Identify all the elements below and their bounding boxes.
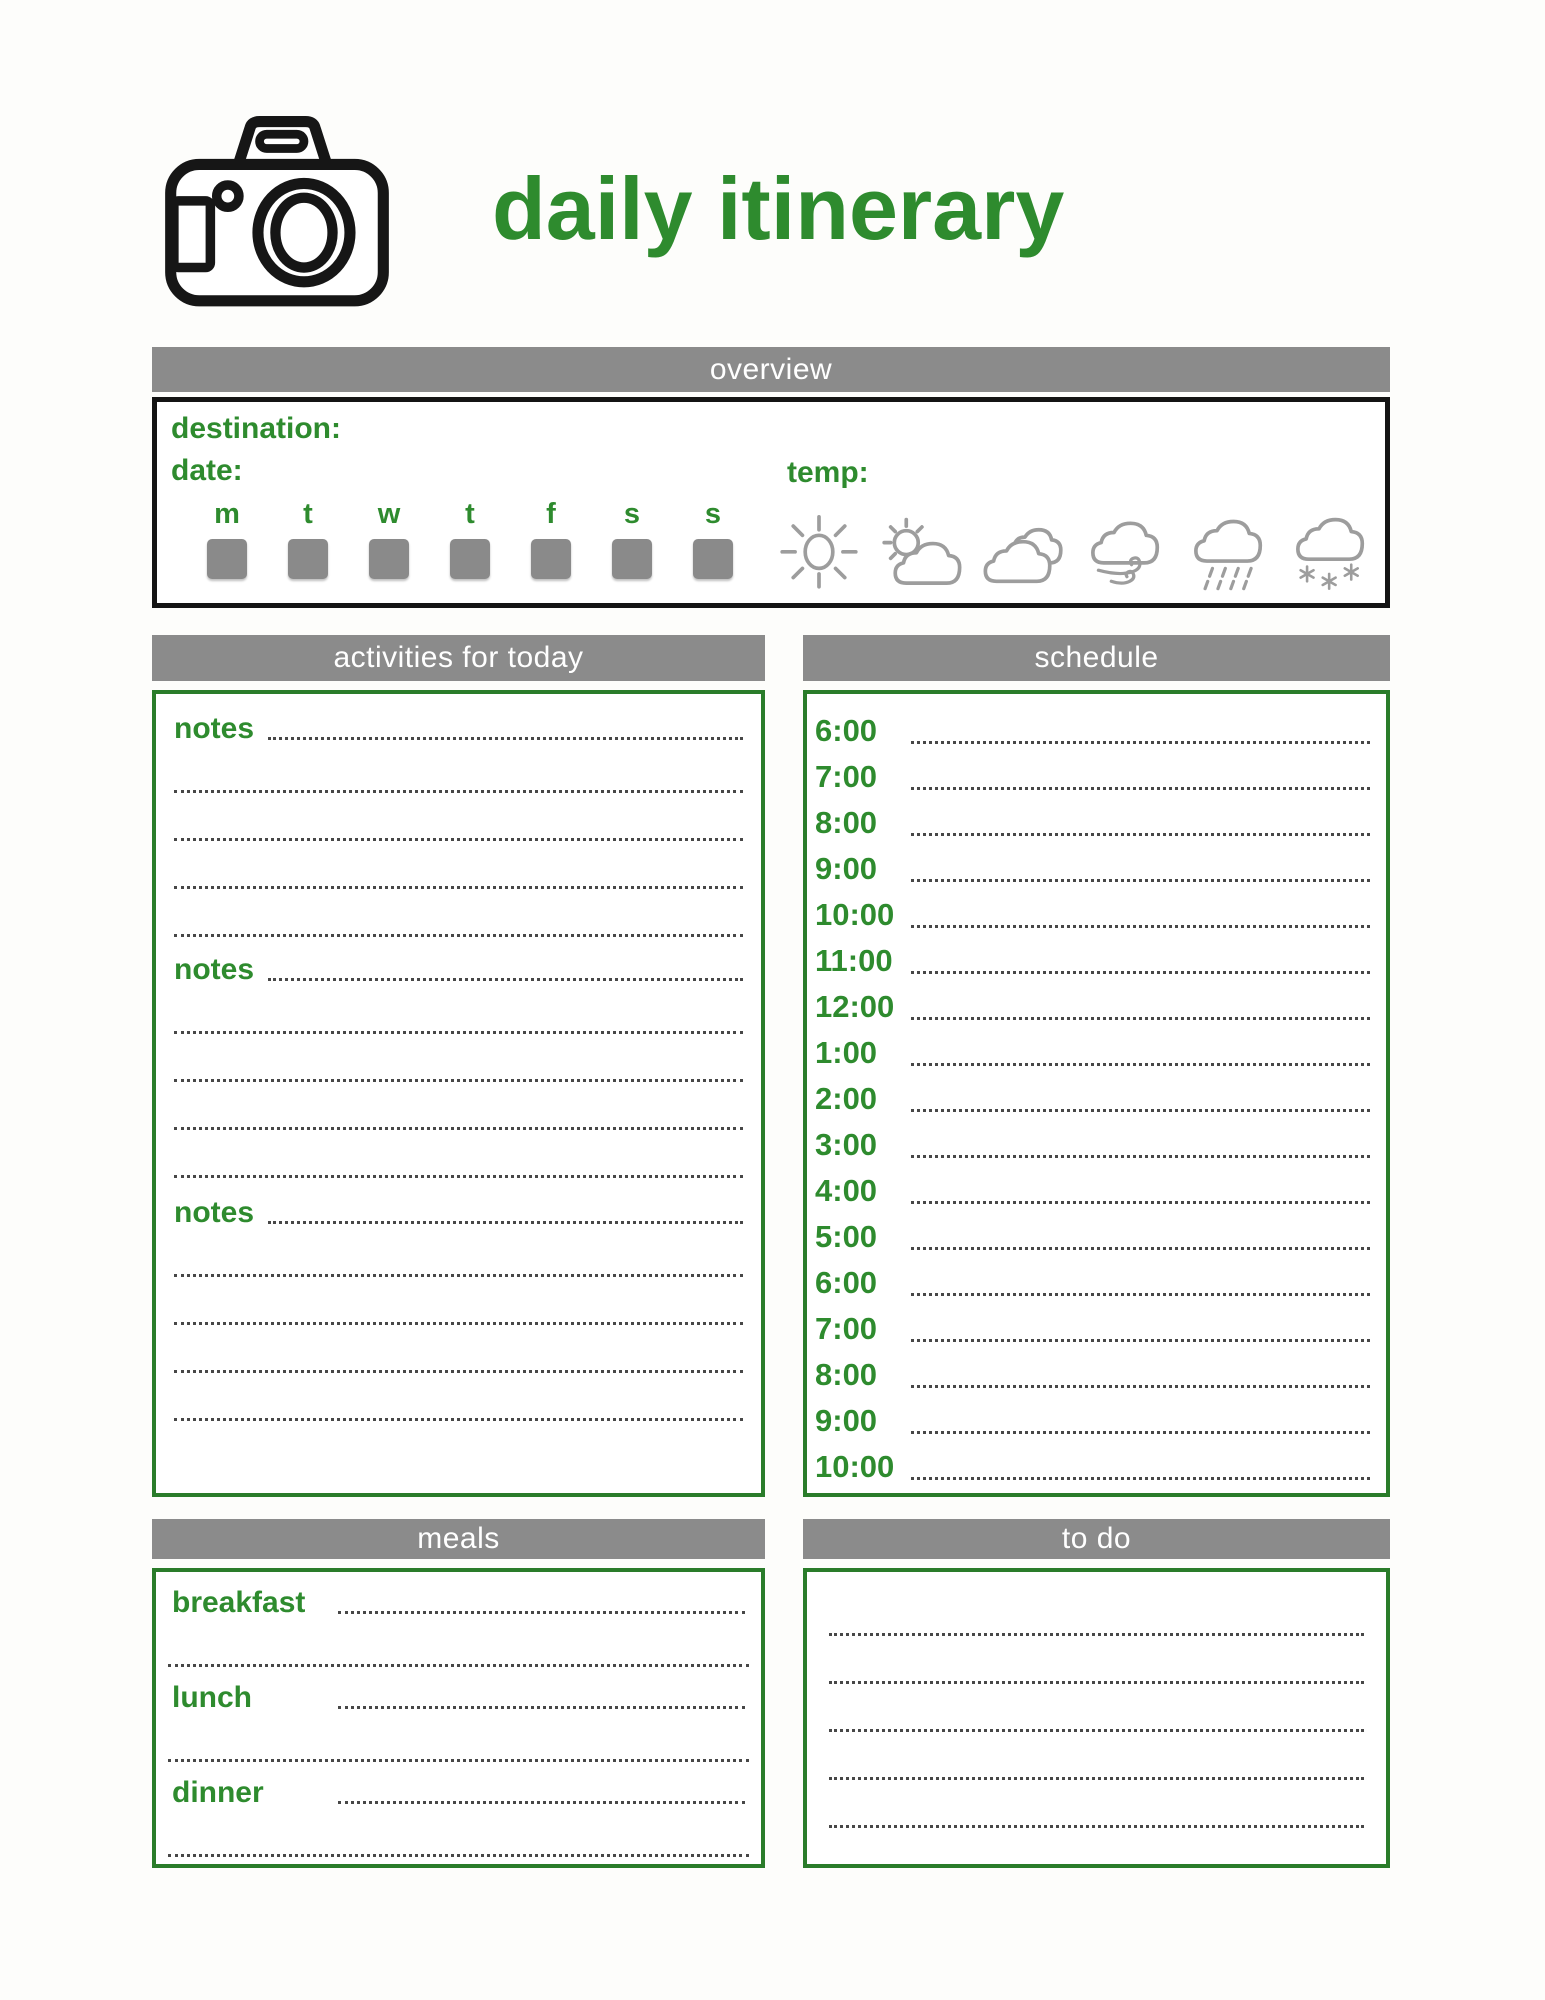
dinner-line[interactable]: [338, 1801, 745, 1804]
meal-block: [156, 1681, 761, 1714]
meal-block: [156, 1776, 761, 1809]
sunny-icon[interactable]: [773, 502, 865, 598]
page-title: daily itinerary: [492, 159, 1065, 258]
day-cell-monday: [207, 500, 247, 579]
schedule-time-label: 5:00: [815, 1219, 878, 1254]
overview-header-bar: [152, 347, 1390, 392]
schedule-entry-line[interactable]: [911, 925, 1370, 928]
todo-line[interactable]: [829, 1588, 1364, 1636]
meal-line[interactable]: [168, 1809, 749, 1857]
camera-icon: [158, 106, 396, 318]
schedule-time-label: 6:00: [815, 1265, 878, 1300]
day-checkbox-thursday[interactable]: [450, 539, 490, 579]
notes-line[interactable]: [174, 1373, 743, 1421]
schedule-row: [807, 1392, 1386, 1438]
lunch-label: lunch: [172, 1681, 252, 1714]
schedule-entry-line[interactable]: [911, 1201, 1370, 1204]
schedule-row: [807, 1208, 1386, 1254]
notes-line[interactable]: [174, 793, 743, 841]
schedule-row: [807, 1070, 1386, 1116]
schedule-entry-line[interactable]: [911, 1293, 1370, 1296]
windy-icon[interactable]: [1080, 502, 1172, 598]
schedule-time-label: 10:00: [815, 1449, 895, 1484]
todo-lines: [807, 1572, 1386, 1864]
schedule-header-label: schedule: [1034, 641, 1159, 674]
day-label-sunday: s: [704, 498, 722, 530]
notes-line[interactable]: [174, 1034, 743, 1082]
schedule-entry-line[interactable]: [911, 1247, 1370, 1250]
date-label: date:: [171, 454, 243, 487]
day-cell-tuesday: [288, 500, 328, 579]
schedule-box: [803, 690, 1390, 1497]
schedule-row: [807, 840, 1386, 886]
schedule-time-label: 7:00: [815, 759, 878, 794]
schedule-row: [807, 702, 1386, 748]
schedule-rows: [807, 694, 1386, 1493]
schedule-time-label: 8:00: [815, 1357, 878, 1392]
notes-line[interactable]: [174, 1130, 743, 1178]
schedule-time-label: 3:00: [815, 1127, 878, 1162]
schedule-time-label: 6:00: [815, 713, 878, 748]
overview-header-label: overview: [709, 352, 833, 386]
notes-label: notes: [174, 712, 255, 745]
todo-line[interactable]: [829, 1780, 1364, 1828]
activities-box: [152, 690, 765, 1497]
schedule-entry-line[interactable]: [911, 1431, 1370, 1434]
schedule-row: [807, 1024, 1386, 1070]
schedule-row: [807, 1254, 1386, 1300]
notes-line[interactable]: [174, 1229, 743, 1277]
notes-label: notes: [174, 1196, 255, 1229]
notes-line[interactable]: [268, 737, 743, 740]
day-cell-friday: [531, 500, 571, 579]
day-label-friday: f: [546, 498, 556, 530]
schedule-time-label: 12:00: [815, 989, 895, 1024]
day-cell-saturday: [612, 500, 652, 579]
day-checkbox-friday[interactable]: [531, 539, 571, 579]
schedule-entry-line[interactable]: [911, 1017, 1370, 1020]
note-block: [156, 1196, 761, 1421]
schedule-row: [807, 978, 1386, 1024]
todo-box: [803, 1568, 1390, 1868]
meal-line[interactable]: [168, 1619, 749, 1667]
schedule-entry-line[interactable]: [911, 1477, 1370, 1480]
activities-header-bar: [152, 635, 765, 681]
note-block: [156, 953, 761, 1178]
day-label-monday: m: [214, 498, 240, 530]
todo-header-label: to do: [1061, 1522, 1132, 1555]
meals-header-bar: [152, 1519, 765, 1559]
notes-line[interactable]: [174, 1277, 743, 1325]
destination-label: destination:: [171, 412, 341, 445]
day-label-saturday: s: [623, 498, 641, 530]
day-label-wednesday: w: [377, 498, 401, 530]
notes-label: notes: [174, 953, 255, 986]
schedule-row: [807, 1116, 1386, 1162]
dinner-label: dinner: [172, 1776, 264, 1809]
day-cell-sunday: [693, 500, 733, 579]
note-block: [156, 712, 761, 937]
notes-line[interactable]: [268, 1221, 743, 1224]
schedule-row: [807, 1300, 1386, 1346]
schedule-time-label: 4:00: [815, 1173, 878, 1208]
todo-line[interactable]: [829, 1636, 1364, 1684]
schedule-entry-line[interactable]: [911, 879, 1370, 882]
notes-line[interactable]: [174, 1325, 743, 1373]
day-cell-thursday: [450, 500, 490, 579]
schedule-time-label: 9:00: [815, 1403, 878, 1438]
weather-row: [773, 502, 1377, 598]
notes-line[interactable]: [174, 889, 743, 937]
notes-line[interactable]: [174, 745, 743, 793]
todo-header-bar: [803, 1519, 1390, 1559]
day-checkbox-wednesday[interactable]: [369, 539, 409, 579]
day-label-tuesday: t: [303, 498, 313, 530]
day-checkbox-sunday[interactable]: [693, 539, 733, 579]
day-checkbox-tuesday[interactable]: [288, 539, 328, 579]
schedule-row: [807, 748, 1386, 794]
overview-box: [152, 397, 1390, 608]
notes-line[interactable]: [174, 1082, 743, 1130]
schedule-time-label: 7:00: [815, 1311, 878, 1346]
days-row: [207, 500, 774, 579]
meal-line[interactable]: [168, 1714, 749, 1762]
cloudy-icon[interactable]: [978, 502, 1070, 598]
schedule-time-label: 10:00: [815, 897, 895, 932]
schedule-row: [807, 1162, 1386, 1208]
day-checkbox-monday[interactable]: [207, 539, 247, 579]
schedule-entry-line[interactable]: [911, 1339, 1370, 1342]
notes-line[interactable]: [174, 986, 743, 1034]
notes-line[interactable]: [174, 841, 743, 889]
todo-line[interactable]: [829, 1684, 1364, 1732]
activities-header-label: activities for today: [333, 641, 584, 674]
schedule-entry-line[interactable]: [911, 787, 1370, 790]
schedule-time-label: 8:00: [815, 805, 878, 840]
schedule-entry-line[interactable]: [911, 1109, 1370, 1112]
schedule-entry-line[interactable]: [911, 741, 1370, 744]
todo-line[interactable]: [829, 1732, 1364, 1780]
meals-header-label: meals: [417, 1522, 500, 1555]
schedule-time-label: 9:00: [815, 851, 878, 886]
meals-box: [152, 1568, 765, 1868]
meal-block: [156, 1586, 761, 1619]
schedule-row: [807, 886, 1386, 932]
schedule-time-label: 11:00: [815, 943, 893, 978]
schedule-row: [807, 932, 1386, 978]
schedule-header-bar: [803, 635, 1390, 681]
day-checkbox-saturday[interactable]: [612, 539, 652, 579]
rainy-icon[interactable]: [1183, 502, 1275, 598]
schedule-row: [807, 1346, 1386, 1392]
schedule-row: [807, 1438, 1386, 1484]
day-label-thursday: t: [465, 498, 475, 530]
schedule-row: [807, 794, 1386, 840]
schedule-entry-line[interactable]: [911, 1385, 1370, 1388]
partly-cloudy-icon[interactable]: [875, 502, 967, 598]
schedule-entry-line[interactable]: [911, 833, 1370, 836]
schedule-entry-line[interactable]: [911, 1063, 1370, 1066]
schedule-entry-line[interactable]: [911, 971, 1370, 974]
day-cell-wednesday: [369, 500, 409, 579]
notes-line[interactable]: [268, 978, 743, 981]
lunch-line[interactable]: [338, 1706, 745, 1709]
breakfast-line[interactable]: [338, 1611, 745, 1614]
schedule-entry-line[interactable]: [911, 1155, 1370, 1158]
schedule-time-label: 1:00: [815, 1035, 878, 1070]
breakfast-label: breakfast: [172, 1586, 306, 1619]
snowy-icon[interactable]: [1285, 502, 1377, 598]
temp-label: temp:: [787, 456, 869, 489]
schedule-time-label: 2:00: [815, 1081, 878, 1116]
